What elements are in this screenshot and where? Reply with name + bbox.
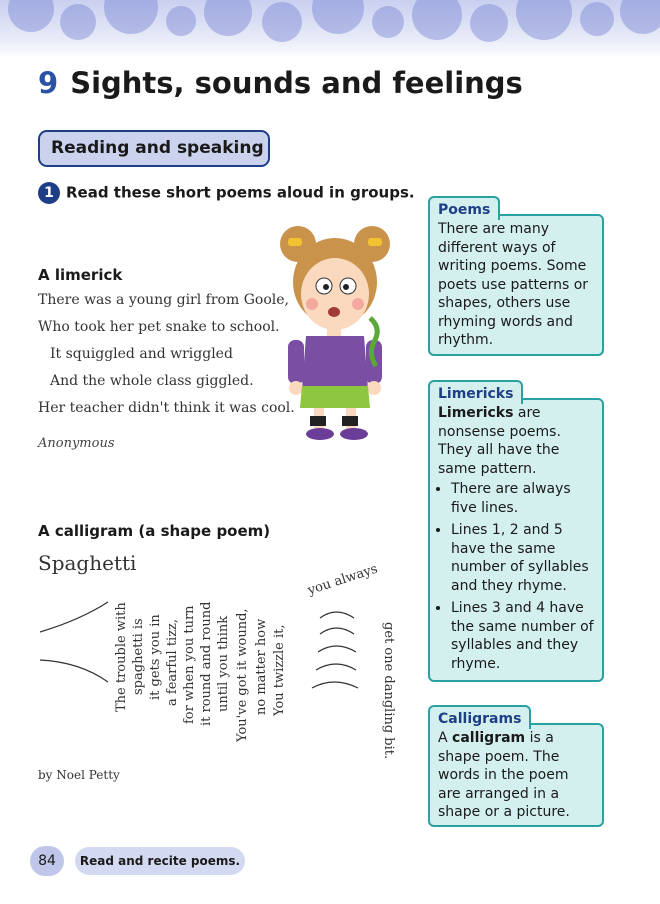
limericks-term: Limericks <box>438 405 514 421</box>
calligram-line: it gets you in <box>148 614 163 700</box>
limerick-line: Her teacher didn't think it was cool. <box>38 400 295 416</box>
section-label: Reading and speaking <box>38 130 270 167</box>
limericks-bullet: • There are always five lines. <box>451 480 594 517</box>
chapter-number: 9 <box>38 66 59 100</box>
chapter-title: Sights, sounds and feelings <box>70 66 523 100</box>
calligrams-box-title: Calligrams <box>428 705 531 729</box>
limerick-line: Who took her pet snake to school. <box>38 319 280 335</box>
calligram-line: You've got it wound, <box>235 608 250 742</box>
calligram-line: a fearful tizz, <box>165 618 180 706</box>
limerick-line: It squiggled and wriggled <box>50 346 233 362</box>
limericks-intro-text: are nonsense poems. They all have the same pattern. <box>438 405 561 477</box>
poems-box-title: Poems <box>428 196 500 220</box>
limerick-line: There was a young girl from Goole, <box>38 292 289 308</box>
calligrams-lead: A <box>438 730 453 746</box>
calligram-line: no matter how <box>254 618 269 715</box>
calligram-byline: by Noel Petty <box>38 768 120 782</box>
calligram-line: for when you turn <box>182 605 197 724</box>
calligram-line: You twizzle it, <box>272 624 287 716</box>
calligram-line: until you think <box>216 615 231 712</box>
learning-objective: Read and recite poems. <box>75 847 245 875</box>
limericks-bullet-list <box>438 480 594 673</box>
calligrams-rest: is a shape poem. The words in the poem are arranged in a shape or a picture. <box>438 730 570 820</box>
limericks-info-box <box>428 386 604 682</box>
calligram-title: Spaghetti <box>38 551 137 575</box>
limericks-bullet: • Lines 3 and 4 have the same number of syllables and they rhyme. <box>451 599 594 673</box>
calligram-line: The trouble with <box>114 602 129 712</box>
calligram-drop-text: get one dangling bit. <box>381 622 396 760</box>
calligram-line: spaghetti is <box>131 618 146 695</box>
calligram-heading: A calligram (a shape poem) <box>38 522 271 540</box>
limericks-bullet: • Lines 1, 2 and 5 have the same number of syllables and they rhyme. <box>451 521 594 595</box>
limericks-box-title: Limericks <box>428 380 523 404</box>
instruction-text: Read these short poems aloud in groups. <box>66 183 415 202</box>
limericks-box-intro <box>438 404 594 478</box>
calligram-line: it round and round <box>199 601 214 726</box>
instruction-number: 1 <box>38 182 60 204</box>
poems-info-box <box>428 202 604 356</box>
calligram-arc-text: you always <box>306 561 380 599</box>
limerick-heading: A limerick <box>38 266 123 284</box>
limerick-line: And the whole class giggled. <box>50 373 254 389</box>
limerick-author: Anonymous <box>38 436 115 451</box>
calligram-term: calligram <box>452 730 526 746</box>
calligrams-info-box <box>428 711 604 827</box>
calligrams-box-text <box>438 729 594 822</box>
poems-box-text: There are many different ways of writing poems. Some poets use patterns or shapes, others use rhyming words and rhythm. <box>438 221 589 348</box>
page-number: 84 <box>30 846 64 876</box>
